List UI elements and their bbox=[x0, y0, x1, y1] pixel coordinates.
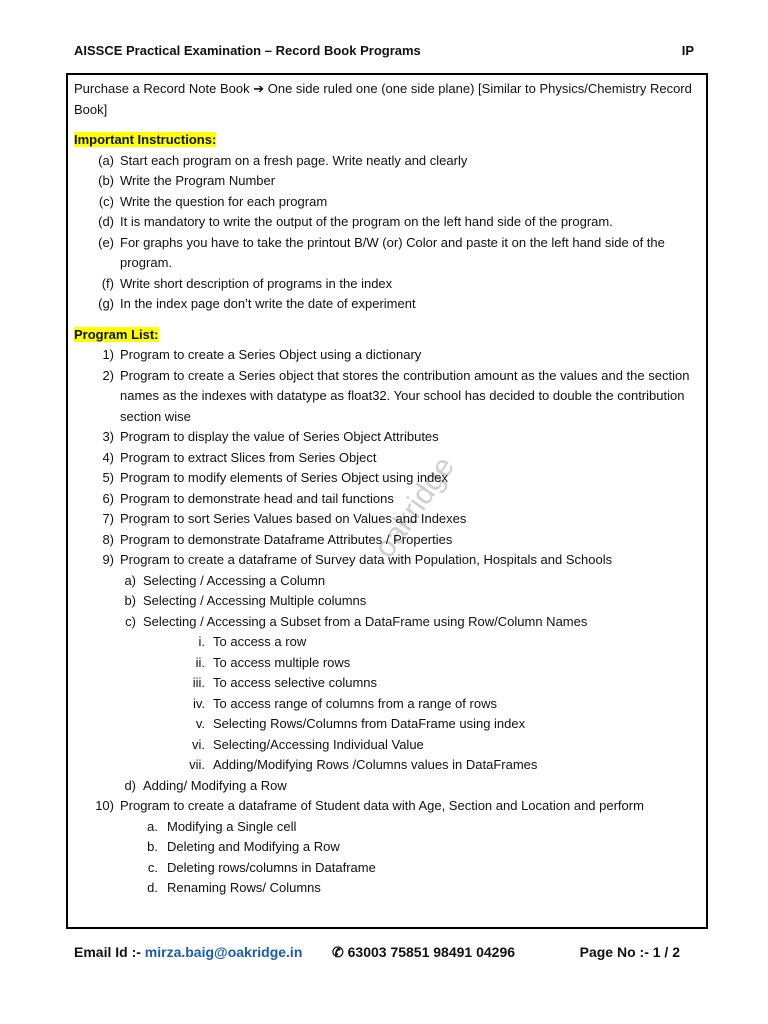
subset-access-items bbox=[143, 632, 700, 776]
program-list-heading: Program List: bbox=[74, 326, 159, 342]
program-item: 1) Program to create a Series Object using a dictionary bbox=[102, 347, 422, 362]
roman-subitem: i. To access a row bbox=[198, 634, 307, 649]
roman-subitem: vii. Adding/Modifying Rows /Columns values in DataFrames bbox=[189, 757, 538, 772]
program-item: 2) Program to create a Series object that stores the contribution amount as the values and the section names as the indexes with datatype as float32. Your school has decided to double the contribution section wise bbox=[102, 367, 690, 424]
roman-subitem: iv. To access range of columns from a range of rows bbox=[192, 695, 497, 711]
subitem: b) Selecting / Accessing Multiple columns bbox=[124, 593, 367, 608]
instruction-item: (b) Write the Program Number bbox=[98, 173, 276, 188]
instructions-list bbox=[74, 151, 700, 315]
program-9-subitems bbox=[120, 571, 700, 797]
program-item: 7) Program to sort Series Values based on Values and Indexes bbox=[102, 511, 467, 526]
email-block bbox=[74, 944, 302, 960]
program-item: 9) Program to create a dataframe of Survey data with Population, Hospitals and Schools a) Selecting / Accessing a Column b) Selecting / Accessing Multiple columns c) Selecting / Accessing a Subset from a DataFrame using Row/Column Names i. To access a row ii. To access multiple rows iii. To access selective columns iv. To access range of columns from a range of rows v. Selecting Rows/Columns from DataFrame using index vi. Selecting/Accessing Individual Value vii. Adding/Modifying Rows /Columns values in DataFrames d) Adding/ Modifying a Row bbox=[74, 550, 700, 796]
phone-icon: ✆ bbox=[332, 944, 344, 960]
page-header bbox=[74, 43, 694, 61]
instruction-item: (g) In the index page don’t write the date of experiment bbox=[98, 296, 416, 311]
program-item: 3) Program to display the value of Series Object Attributes bbox=[102, 429, 439, 444]
intro-text: Purchase a Record Note Book ➔ One side ruled one (one side plane) [Similar to Physics/Chemistry Record Book] bbox=[74, 81, 692, 117]
subitem: a) Selecting / Accessing a Column bbox=[124, 572, 326, 588]
email-link[interactable]: mirza.baig@oakridge.in bbox=[144, 944, 303, 960]
phone-numbers: 63003 75851 98491 04296 bbox=[347, 944, 516, 960]
instruction-item: (e) For graphs you have to take the printout B/W (or) Color and paste it on the left hand side of the program. bbox=[98, 234, 665, 270]
instructions-heading: Important Instructions: bbox=[74, 132, 217, 147]
program-item: 8) Program to demonstrate Dataframe Attributes / Properties bbox=[102, 531, 453, 547]
watermark: oakridge bbox=[368, 450, 462, 564]
roman-subitem: v. Selecting Rows/Columns from DataFrame using index bbox=[195, 716, 526, 731]
page-number: Page No :- 1 / 2 bbox=[579, 944, 680, 960]
instruction-item: (f) Write short description of programs in the index bbox=[101, 275, 393, 291]
program-10-subitems bbox=[120, 817, 700, 899]
subject-code: IP bbox=[681, 43, 694, 58]
email-label: Email Id :- bbox=[74, 944, 145, 960]
program-list bbox=[74, 345, 700, 899]
subitem: d) Adding/ Modifying a Row bbox=[124, 777, 287, 793]
page-footer bbox=[74, 944, 694, 964]
program-item: 10) Program to create a dataframe of Student data with Age, Section and Location and perform a. Modifying a Single cell b. Deleting and Modifying a Row c. Deleting rows/columns in Dataframe d. Renaming Rows/ Columns bbox=[74, 796, 700, 899]
subitem: c) Selecting / Accessing a Subset from a DataFrame using Row/Column Names i. To access a row ii. To access multiple rows iii. To access selective columns iv. To access range of columns from a range of rows v. Selecting Rows/Columns from DataFrame using index vi. Selecting/Accessing Individual Value vii. Adding/Modifying Rows /Columns values in DataFrames bbox=[120, 612, 700, 776]
instruction-item: (a) Start each program on a fresh page. Write neatly and clearly bbox=[98, 152, 468, 168]
program-item: 5) Program to modify elements of Series Object using index bbox=[102, 470, 449, 485]
roman-subitem: ii. To access multiple rows bbox=[195, 654, 351, 670]
roman-subitem: vi. Selecting/Accessing Individual Value bbox=[192, 736, 424, 752]
instruction-item: (d) It is mandatory to write the output of the program on the left hand side of the program. bbox=[98, 214, 613, 229]
program-item: 6) Program to demonstrate head and tail functions bbox=[102, 490, 394, 506]
subitem: a. Modifying a Single cell bbox=[147, 818, 297, 834]
roman-subitem: iii. To access selective columns bbox=[192, 675, 378, 690]
subitem: b. Deleting and Modifying a Row bbox=[147, 839, 340, 854]
document-title: AISSCE Practical Examination – Record Book Programs bbox=[74, 43, 421, 58]
subitem: c. Deleting rows/columns in Dataframe bbox=[147, 859, 376, 875]
arrow-icon: ➔ bbox=[253, 81, 265, 96]
phone-block bbox=[332, 944, 515, 961]
content-box bbox=[66, 73, 708, 929]
instruction-item: (c) Write the question for each program bbox=[98, 193, 328, 209]
program-item: 4) Program to extract Slices from Series Object bbox=[102, 449, 377, 465]
content-body bbox=[74, 79, 700, 899]
subitem: d. Renaming Rows/ Columns bbox=[147, 880, 321, 895]
